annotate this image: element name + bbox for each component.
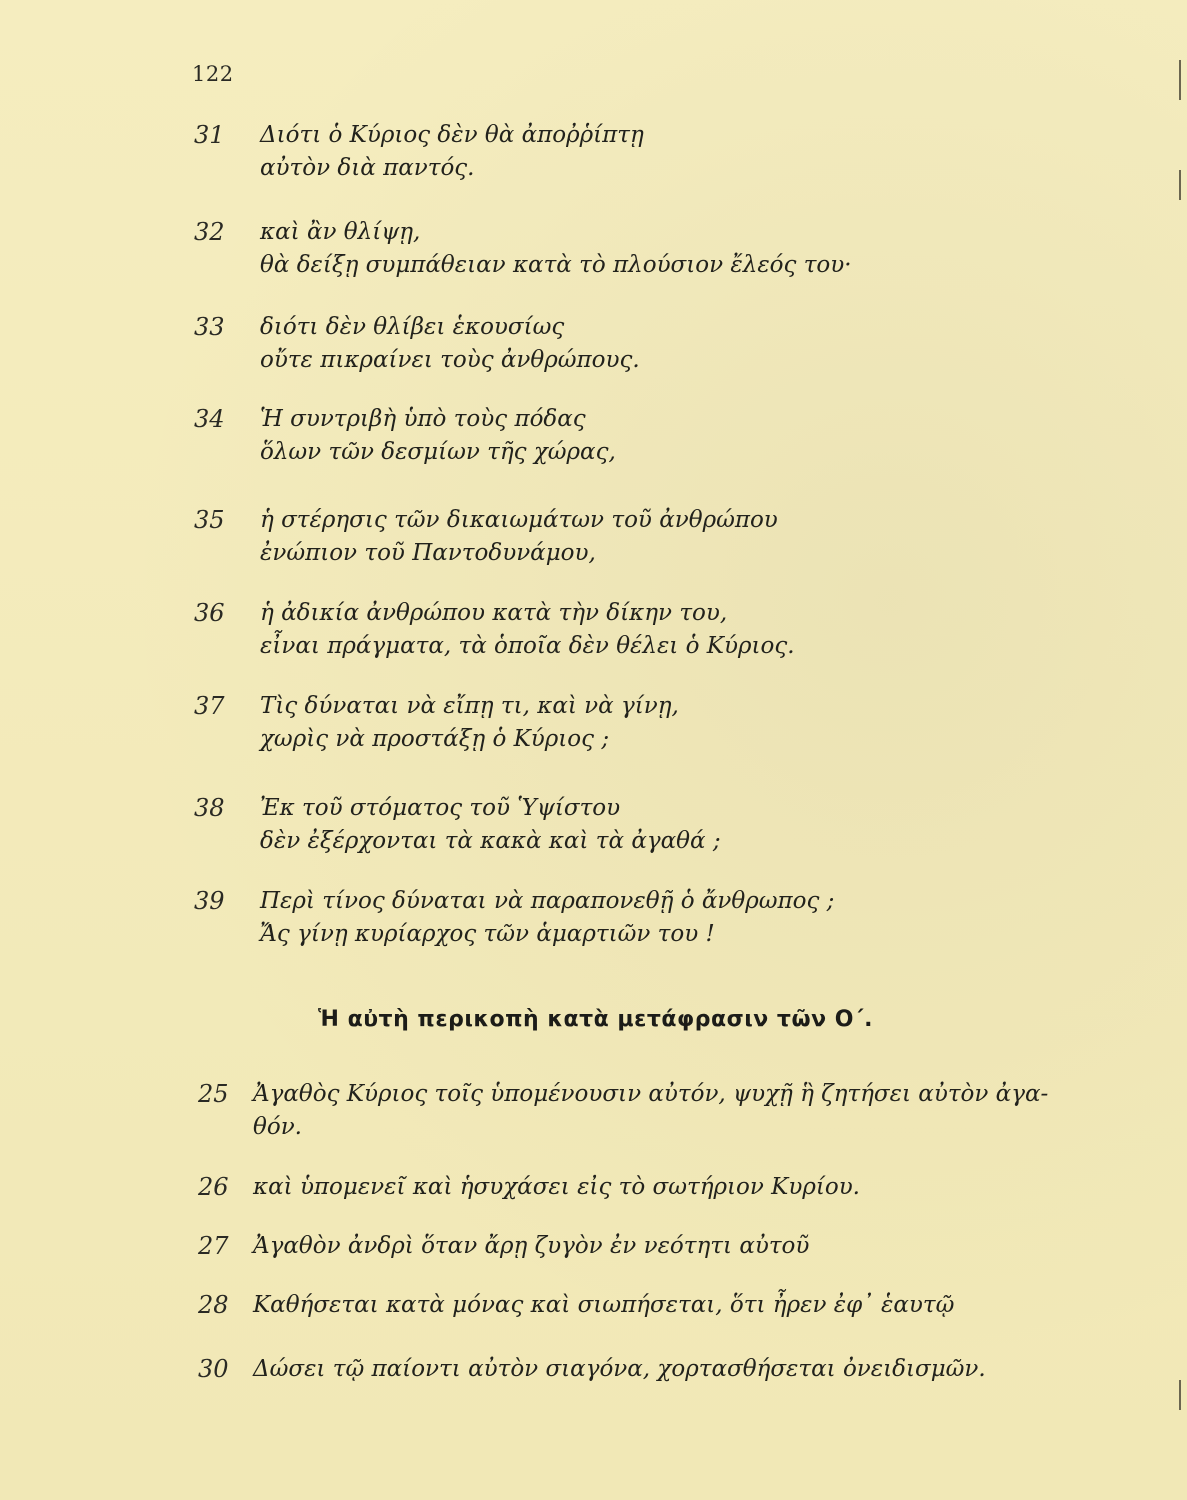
verse-number: 31 bbox=[194, 121, 225, 149]
verse-line: δὲν ἐξέρχονται τὰ κακὰ καὶ τὰ ἀγαθά ; bbox=[260, 828, 721, 854]
verse-line: εἶναι πράγματα, τὰ ὁποῖα δὲν θέλει ὁ Κύριος. bbox=[260, 633, 795, 659]
verse-line: Ἀγαθὸς Κύριος τοῖς ὑπομένουσιν αὐτόν, ψυχῇ ἣ ζητήσει αὐτὸν ἀγα- bbox=[253, 1081, 1049, 1107]
verse-line: Ἐκ τοῦ στόματος τοῦ Ὑψίστου bbox=[260, 795, 621, 821]
verse-line: θόν. bbox=[253, 1114, 302, 1140]
verse-line: Ἡ συντριβὴ ὑπὸ τοὺς πόδας bbox=[260, 406, 586, 432]
verse-line: θὰ δείξῃ συμπάθειαν κατὰ τὸ πλούσιον ἔλεός του· bbox=[260, 252, 852, 278]
verse-number: 38 bbox=[194, 794, 225, 822]
verse-line: χωρὶς νὰ προστάξῃ ὁ Κύριος ; bbox=[260, 726, 610, 752]
page-edge-mark bbox=[1179, 60, 1181, 100]
verse-line: Διότι ὁ Κύριος δὲν θὰ ἀποῤῥίπτῃ bbox=[260, 122, 644, 148]
verse-number: 25 bbox=[198, 1080, 229, 1108]
verse-line: Περὶ τίνος δύναται νὰ παραπονεθῇ ὁ ἄνθρωπος ; bbox=[260, 888, 835, 914]
verse-number: 33 bbox=[194, 313, 225, 341]
verse-number: 39 bbox=[194, 887, 225, 915]
verse-line: Τὶς δύναται νὰ εἴπῃ τι, καὶ νὰ γίνῃ, bbox=[260, 693, 679, 719]
verse-number: 28 bbox=[198, 1291, 229, 1319]
verse-line: καὶ ὑπομενεῖ καὶ ἡσυχάσει εἰς τὸ σωτήριον Κυρίου. bbox=[253, 1174, 860, 1200]
verse-number: 36 bbox=[194, 599, 225, 627]
verse-number: 34 bbox=[194, 405, 225, 433]
verse-line: Δώσει τῷ παίοντι αὐτὸν σιαγόνα, χορτασθήσεται ὀνειδισμῶν. bbox=[253, 1356, 986, 1382]
page-number: 122 bbox=[192, 62, 234, 86]
verse-number: 37 bbox=[194, 692, 225, 720]
verse-line: ἐνώπιον τοῦ Παντοδυνάμου, bbox=[260, 540, 596, 566]
verse-line: Ἀγαθὸν ἀνδρὶ ὅταν ἄρῃ ζυγὸν ἐν νεότητι αὐτοῦ bbox=[253, 1233, 810, 1259]
verse-line: ὅλων τῶν δεσμίων τῆς χώρας, bbox=[260, 439, 616, 465]
verse-line: αὐτὸν διὰ παντός. bbox=[260, 155, 475, 181]
verse-number: 30 bbox=[198, 1355, 229, 1383]
page-edge-mark bbox=[1179, 1380, 1181, 1410]
verse-line: Ἄς γίνῃ κυρίαρχος τῶν ἁμαρτιῶν του ! bbox=[260, 921, 715, 947]
section-heading: Ἡ αὐτὴ περικοπὴ κατὰ μετάφρασιν τῶν Ο΄. bbox=[318, 1007, 873, 1032]
verse-number: 32 bbox=[194, 218, 225, 246]
verse-number: 27 bbox=[198, 1232, 229, 1260]
verse-line: ἡ ἀδικία ἀνθρώπου κατὰ τὴν δίκην του, bbox=[260, 600, 728, 626]
verse-number: 26 bbox=[198, 1173, 229, 1201]
verse-line: καὶ ἂν θλίψῃ, bbox=[260, 219, 421, 245]
verse-line: ἡ στέρησις τῶν δικαιωμάτων τοῦ ἀνθρώπου bbox=[260, 507, 778, 533]
verse-line: οὔτε πικραίνει τοὺς ἀνθρώπους. bbox=[260, 347, 640, 373]
verse-line: Καθήσεται κατὰ μόνας καὶ σιωπήσεται, ὅτι ἦρεν ἐφ᾽ ἑαυτῷ bbox=[253, 1292, 955, 1318]
page-edge-mark bbox=[1179, 170, 1181, 200]
verse-number: 35 bbox=[194, 506, 225, 534]
verse-line: διότι δὲν θλίβει ἑκουσίως bbox=[260, 314, 565, 340]
